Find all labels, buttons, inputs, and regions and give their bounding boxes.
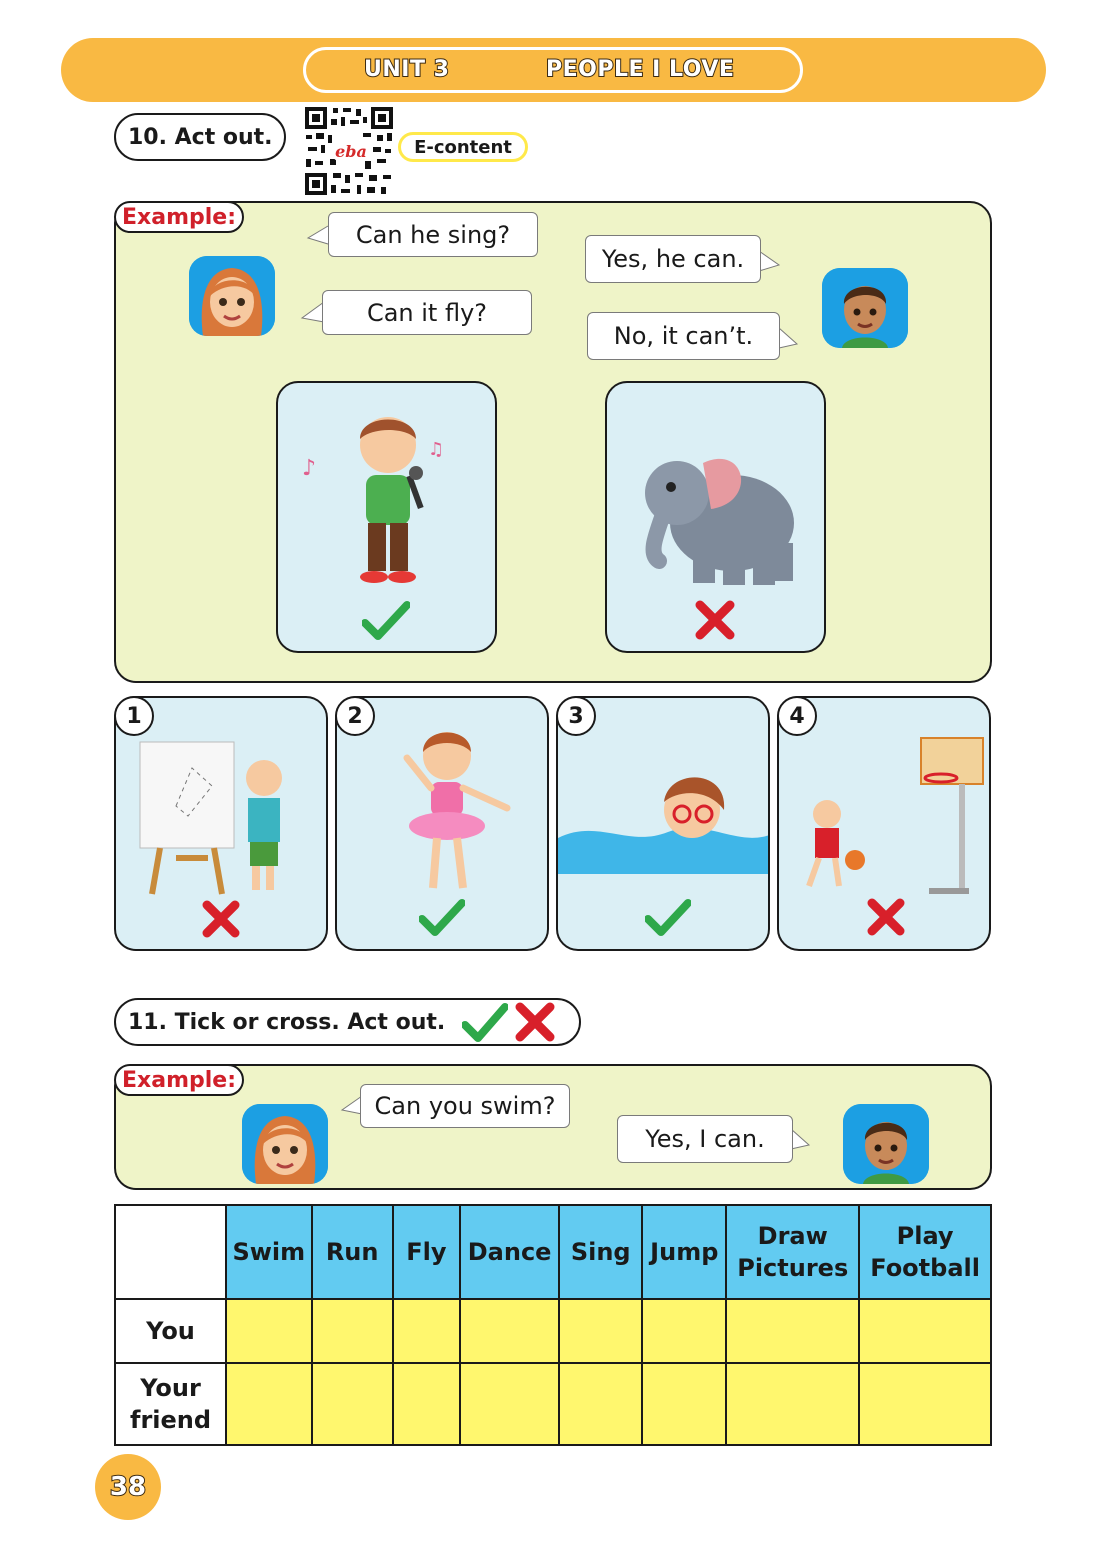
- col-header-draw-pictures: Draw Pictures: [726, 1205, 859, 1299]
- girl-avatar: [242, 1104, 328, 1184]
- answer-cell[interactable]: [460, 1299, 559, 1363]
- col-header-dance: Dance: [460, 1205, 559, 1299]
- answer-cell[interactable]: [226, 1299, 312, 1363]
- speech-bubble-q2: Can it fly?: [322, 290, 532, 335]
- task-11-pill: [114, 998, 581, 1046]
- eba-logo: eba: [335, 142, 367, 161]
- answer-cell[interactable]: [859, 1363, 991, 1445]
- card-4-number: 4: [777, 696, 817, 736]
- table-corner: [115, 1205, 226, 1299]
- answer-cell[interactable]: [726, 1363, 859, 1445]
- row-header-you: You: [115, 1299, 226, 1363]
- row-header-your-friend: Your friend: [115, 1363, 226, 1445]
- boy-avatar: [822, 268, 908, 348]
- card-3-number: 3: [556, 696, 596, 736]
- col-header-fly: Fly: [393, 1205, 460, 1299]
- page-number: 38: [95, 1454, 161, 1520]
- cross-icon: [514, 1002, 556, 1042]
- cross-icon: [201, 899, 241, 939]
- task-11-label: 11. Tick or cross. Act out.: [128, 1009, 446, 1035]
- answer-cell[interactable]: [642, 1363, 726, 1445]
- answer-cell[interactable]: [312, 1363, 393, 1445]
- task-10-label: 10. Act out.: [114, 113, 286, 161]
- cross-icon: [866, 897, 906, 937]
- answer-cell[interactable]: [642, 1299, 726, 1363]
- check-icon: [645, 899, 691, 937]
- speech-bubble-q1: Can he sing?: [328, 212, 538, 257]
- card-2-number: 2: [335, 696, 375, 736]
- unit-number: UNIT 3: [364, 57, 450, 82]
- card-1-number: 1: [114, 696, 154, 736]
- check-icon: [462, 1003, 508, 1043]
- answer-cell[interactable]: [859, 1299, 991, 1363]
- ability-table: [114, 1204, 992, 1446]
- cross-icon: [694, 599, 736, 641]
- girl-avatar: [189, 256, 275, 336]
- col-header-swim: Swim: [226, 1205, 312, 1299]
- col-header-jump: Jump: [642, 1205, 726, 1299]
- speech-bubble-q3: Can you swim?: [360, 1084, 570, 1128]
- qr-code[interactable]: [303, 105, 395, 197]
- speech-bubble-a1: Yes, he can.: [585, 235, 761, 283]
- answer-cell[interactable]: [393, 1363, 460, 1445]
- svg-text:♪: ♪: [302, 456, 317, 481]
- answer-cell[interactable]: [312, 1299, 393, 1363]
- svg-text:♫: ♫: [428, 439, 445, 460]
- answer-cell[interactable]: [226, 1363, 312, 1445]
- answer-cell[interactable]: [559, 1363, 642, 1445]
- answer-cell[interactable]: [726, 1299, 859, 1363]
- answer-cell[interactable]: [559, 1299, 642, 1363]
- answer-cell[interactable]: [393, 1299, 460, 1363]
- example-1-label: Example:: [114, 201, 244, 233]
- unit-title: PEOPLE I LOVE: [546, 57, 735, 82]
- col-header-play-football: Play Football: [859, 1205, 991, 1299]
- speech-bubble-a3: Yes, I can.: [617, 1115, 793, 1163]
- boy-avatar: [843, 1104, 929, 1184]
- example-2-label: Example:: [114, 1064, 244, 1096]
- answer-cell[interactable]: [460, 1363, 559, 1445]
- check-icon: [419, 899, 465, 937]
- speech-bubble-a2: No, it can’t.: [587, 312, 780, 360]
- check-icon: [362, 601, 410, 641]
- col-header-sing: Sing: [559, 1205, 642, 1299]
- e-content-button[interactable]: E-content: [398, 132, 528, 162]
- col-header-run: Run: [312, 1205, 393, 1299]
